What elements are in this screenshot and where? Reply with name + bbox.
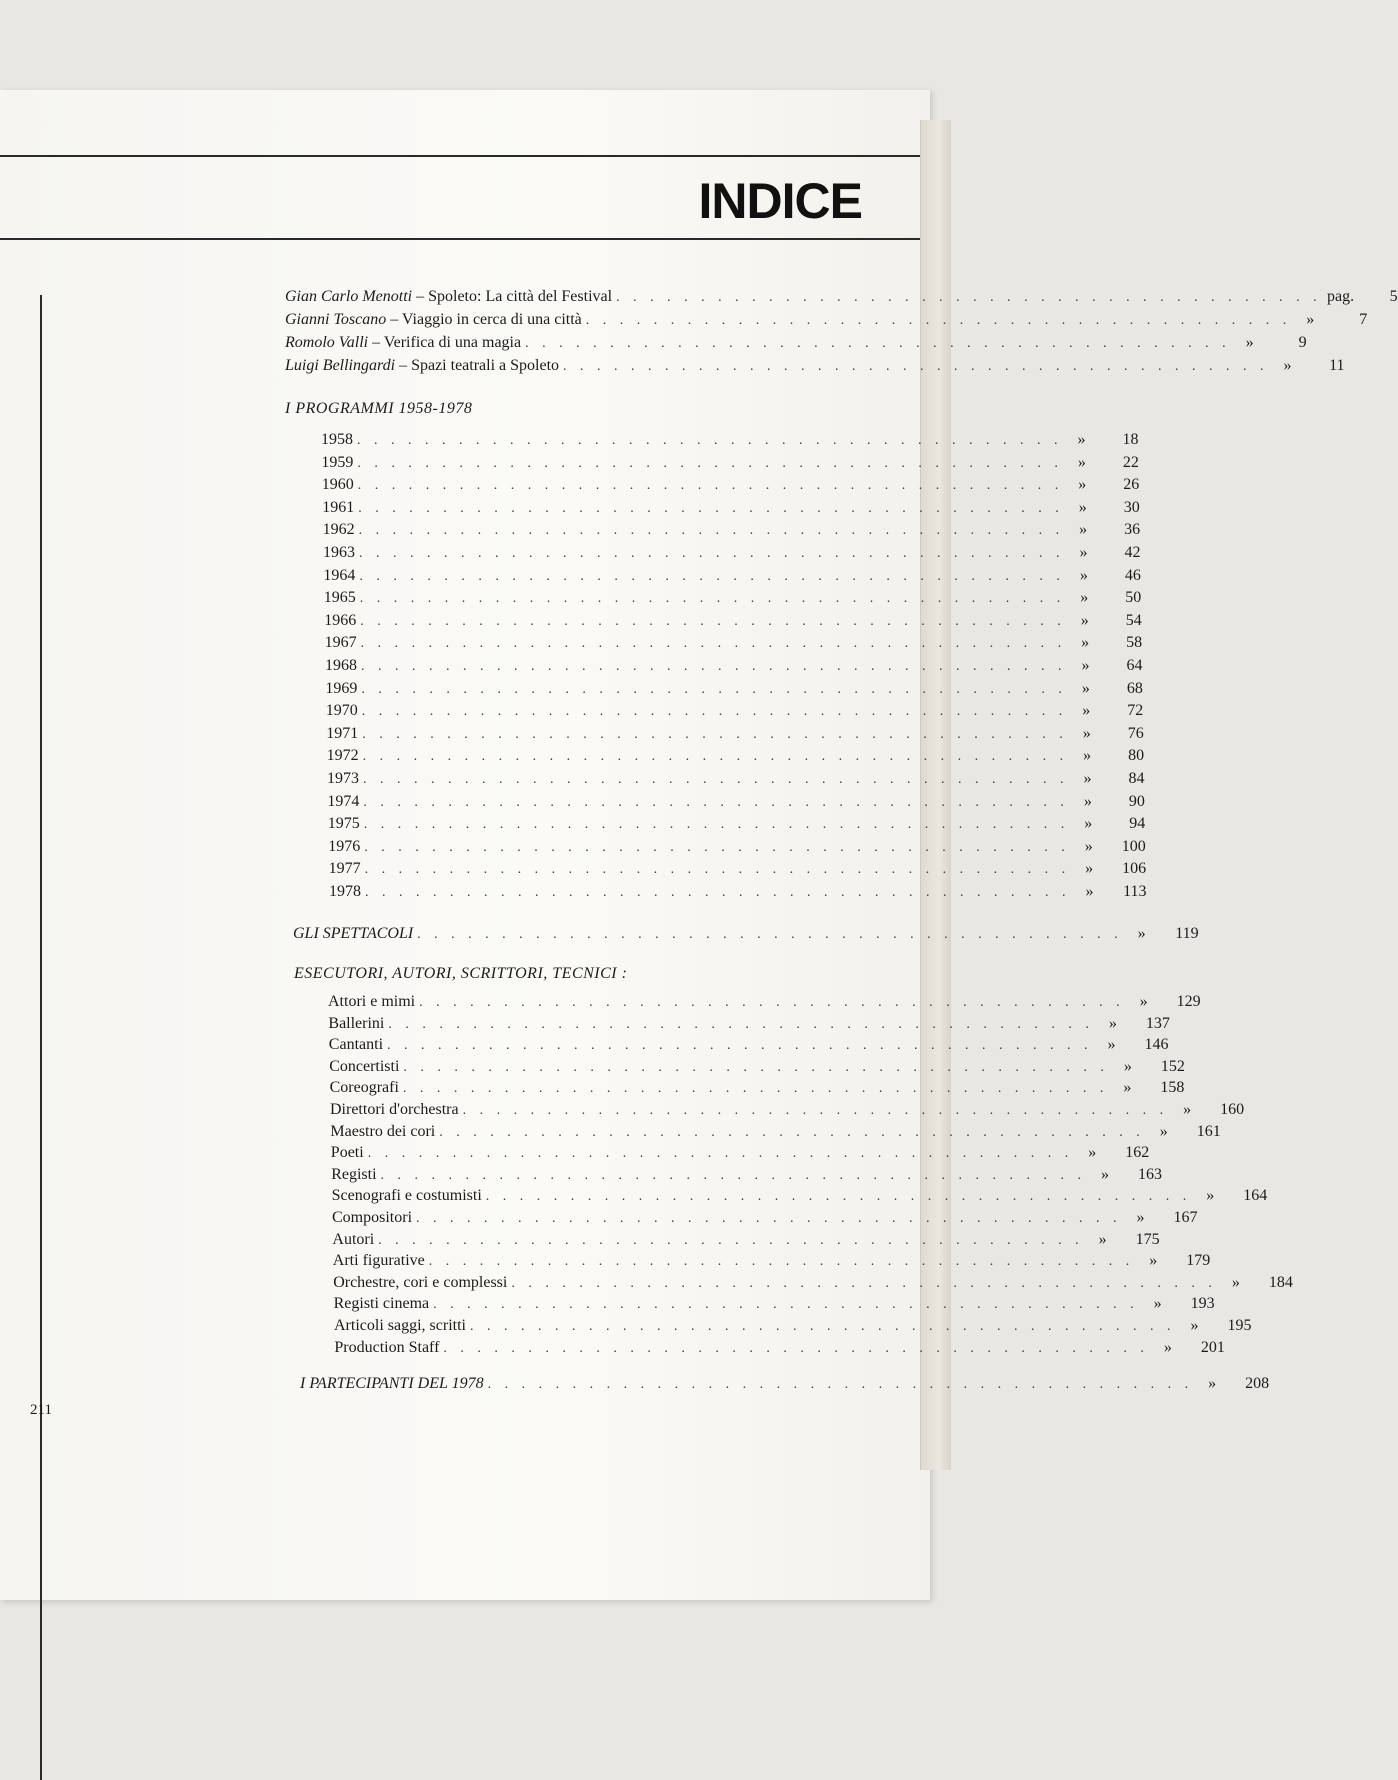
ditto-mark: » bbox=[1163, 1338, 1172, 1356]
category-row bbox=[332, 1252, 1211, 1270]
page-ref: 129 bbox=[1176, 993, 1201, 1010]
category-row bbox=[333, 1295, 1215, 1313]
category-row bbox=[328, 1036, 1169, 1054]
essay-name: Viaggio in cerca di una città bbox=[401, 311, 582, 328]
dot-leader: . . . . . . . . . . . . . . . . . . . . . . . . . . . . . . . . . . . . . . . . . . bbox=[487, 1377, 1194, 1392]
ditto-mark: » bbox=[1077, 453, 1086, 471]
year-row bbox=[327, 770, 1145, 788]
year-label: 1978 bbox=[329, 883, 361, 900]
category-row bbox=[331, 1165, 1163, 1184]
dot-leader: . . . . . . . . . . . . . . . . . . . . . . . . . . . . . . . . . . . . . . . . . . bbox=[361, 659, 1067, 674]
dot-leader: . . . . . . . . . . . . . . . . . . . . . . . . . . . . . . . . . . . . . . . . . . bbox=[403, 1059, 1109, 1075]
essay-author: Romolo Valli bbox=[285, 334, 369, 351]
category-row bbox=[330, 1122, 1221, 1141]
page-ref: 7 bbox=[1359, 311, 1368, 328]
category-label: Production Staff bbox=[334, 1338, 440, 1356]
year-label: 1962 bbox=[322, 521, 355, 539]
dot-leader: . . . . . . . . . . . . . . . . . . . . . . . . . . . . . . . . . . . . . . . . . . bbox=[362, 726, 1068, 742]
essay-row bbox=[285, 311, 1368, 329]
page-ref: 72 bbox=[1127, 702, 1144, 720]
page-ref: 179 bbox=[1186, 1252, 1211, 1270]
page-ref: 193 bbox=[1190, 1295, 1215, 1313]
category-label: Direttori d'orchestra bbox=[330, 1101, 459, 1118]
dot-leader: . . . . . . . . . . . . . . . . . . . . . . . . . . . . . . . . . . . . . . . . . . bbox=[361, 681, 1067, 697]
ditto-mark: » bbox=[1108, 1014, 1117, 1032]
essay-title bbox=[285, 357, 559, 375]
year-row bbox=[321, 476, 1140, 494]
dash-separator: – bbox=[395, 357, 412, 374]
year-row bbox=[323, 589, 1142, 607]
year-row bbox=[329, 883, 1147, 901]
year-label: 1968 bbox=[325, 657, 357, 674]
dot-leader: . . . . . . . . . . . . . . . . . . . . . . . . . . . . . . . . . . . . . . . . . . bbox=[364, 862, 1071, 878]
page-ref: 175 bbox=[1135, 1230, 1160, 1248]
dot-leader: . . . . . . . . . . . . . . . . . . . . . . . . . . . . . . . . . . . . . . . . . . bbox=[402, 1081, 1109, 1097]
partecipanti-row bbox=[300, 1375, 1270, 1393]
dot-leader: . . . . . . . . . . . . . . . . . . . . . . . . . . . . . . . . . . . . . . . . . . bbox=[417, 927, 1123, 942]
essay-author: Gianni Toscano bbox=[285, 311, 387, 328]
page-ref: 94 bbox=[1129, 815, 1146, 833]
page-ref: 158 bbox=[1160, 1079, 1185, 1097]
page-ref: 26 bbox=[1123, 476, 1140, 494]
page-ref: 22 bbox=[1122, 453, 1139, 471]
dot-leader: . . . . . . . . . . . . . . . . . . . . . . . . . . . . . . . . . . . . . . . . . . bbox=[462, 1103, 1169, 1118]
dot-leader: . . . . . . . . . . . . . . . . . . . . . . . . . . . . . . . . . . . . . . . . . . bbox=[443, 1340, 1149, 1356]
page-ref: 167 bbox=[1173, 1209, 1198, 1226]
section-label-partecipanti: I PARTECIPANTI DEL 1978 bbox=[300, 1375, 484, 1392]
page-ref: 100 bbox=[1121, 837, 1146, 855]
page-ref: 68 bbox=[1126, 679, 1143, 697]
ditto-mark: » bbox=[1082, 702, 1091, 720]
ditto-mark: » bbox=[1306, 311, 1315, 328]
dot-leader: . . . . . . . . . . . . . . . . . . . . . . . . . . . . . . . . . . . . . . . . . . bbox=[363, 794, 1069, 810]
ditto-mark: » bbox=[1231, 1273, 1240, 1291]
year-row bbox=[325, 657, 1143, 675]
category-label: Maestro dei cori bbox=[330, 1122, 436, 1140]
category-label: Ballerini bbox=[328, 1014, 385, 1032]
year-label: 1973 bbox=[327, 770, 359, 787]
page-ref: 9 bbox=[1298, 334, 1307, 351]
category-label: Compositori bbox=[332, 1209, 413, 1226]
ditto-mark: » bbox=[1206, 1187, 1215, 1205]
page-ref: 106 bbox=[1122, 860, 1147, 878]
year-label: 1961 bbox=[322, 498, 355, 516]
year-label: 1975 bbox=[327, 815, 360, 833]
year-label: 1959 bbox=[321, 453, 354, 471]
category-label: Orchestre, cori e complessi bbox=[333, 1273, 508, 1291]
page-ref: 160 bbox=[1220, 1101, 1245, 1118]
dot-leader: . . . . . . . . . . . . . . . . . . . . . . . . . . . . . . . . . . . . . . . . . . bbox=[367, 1146, 1074, 1162]
year-label: 1971 bbox=[326, 724, 359, 742]
category-label: Poeti bbox=[330, 1144, 364, 1162]
dash-separator: – bbox=[412, 288, 429, 305]
year-row bbox=[321, 431, 1139, 449]
dot-leader: . . . . . . . . . . . . . . . . . . . . . . . . . . . . . . . . . . . . . . . . . . bbox=[359, 546, 1065, 561]
year-label: 1965 bbox=[323, 589, 356, 607]
year-row bbox=[322, 498, 1140, 517]
page-ref: 119 bbox=[1175, 925, 1199, 942]
year-row bbox=[326, 747, 1145, 765]
category-label: Attori e mimi bbox=[328, 993, 416, 1010]
dot-leader: . . . . . . . . . . . . . . . . . . . . . . . . . . . . . . . . . . . . . . . . . . bbox=[358, 523, 1065, 539]
ditto-mark: » bbox=[1084, 837, 1093, 855]
category-row bbox=[334, 1338, 1225, 1357]
year-label: 1970 bbox=[325, 702, 358, 720]
dot-leader: . . . . . . . . . . . . . . . . . . . . . . . . . . . . . . . . . . . . . . . . . . bbox=[359, 568, 1065, 584]
essay-title bbox=[285, 311, 582, 329]
dot-leader: . . . . . . . . . . . . . . . . . . . . . . . . . . . . . . . . . . . . . . . . . . bbox=[416, 1211, 1122, 1226]
ditto-mark: » bbox=[1137, 925, 1146, 942]
ditto-mark: » bbox=[1159, 1122, 1168, 1140]
ditto-mark: » bbox=[1083, 792, 1092, 810]
dot-leader: . . . . . . . . . . . . . . . . . . . . . . . . . . . . . . . . . . . . . . . . . . bbox=[357, 478, 1064, 494]
pag-label: pag. bbox=[1327, 288, 1355, 305]
page-ref: 18 bbox=[1122, 431, 1139, 448]
ditto-mark: » bbox=[1123, 1057, 1132, 1075]
ditto-mark: » bbox=[1283, 357, 1292, 374]
ditto-mark: » bbox=[1208, 1375, 1217, 1392]
dot-leader: . . . . . . . . . . . . . . . . . . . . . . . . . . . . . . . . . . . . . . . . . . bbox=[428, 1254, 1135, 1270]
year-label: 1960 bbox=[321, 476, 354, 494]
top-rule bbox=[0, 155, 920, 157]
ditto-mark: » bbox=[1139, 993, 1148, 1010]
spettacoli-row bbox=[293, 925, 1199, 943]
page-ref: 146 bbox=[1144, 1036, 1169, 1054]
dot-leader: . . . . . . . . . . . . . . . . . . . . . . . . . . . . . . . . . . . . . . . . . . bbox=[388, 1016, 1094, 1032]
essay-author: Gian Carlo Menotti bbox=[285, 288, 413, 305]
year-row bbox=[322, 521, 1141, 539]
ditto-mark: » bbox=[1082, 724, 1091, 742]
page-ref: 58 bbox=[1126, 634, 1143, 652]
category-row bbox=[332, 1209, 1198, 1227]
essay-name: Spazi teatrali a Spoleto bbox=[411, 357, 560, 374]
dot-leader: . . . . . . . . . . . . . . . . . . . . . . . . . . . . . . . . . . . . . . . . . . bbox=[616, 290, 1322, 305]
page-ref: 42 bbox=[1124, 544, 1141, 561]
category-label: Registi cinema bbox=[333, 1295, 430, 1313]
ditto-mark: » bbox=[1080, 589, 1089, 607]
page-ref: 137 bbox=[1145, 1014, 1170, 1032]
essay-title bbox=[285, 288, 612, 306]
dot-leader: . . . . . . . . . . . . . . . . . . . . . . . . . . . . . . . . . . . . . . . . . . bbox=[357, 455, 1063, 471]
page-ref: 208 bbox=[1245, 1375, 1270, 1392]
dot-leader: . . . . . . . . . . . . . . . . . . . . . . . . . . . . . . . . . . . . . . . . . . bbox=[362, 749, 1069, 765]
ditto-mark: » bbox=[1081, 679, 1090, 697]
category-row bbox=[329, 1079, 1185, 1097]
year-row bbox=[325, 679, 1143, 698]
essay-author: Luigi Bellingardi bbox=[285, 357, 396, 374]
page-ref: 113 bbox=[1123, 883, 1147, 900]
year-label: 1958 bbox=[321, 431, 353, 448]
page-ref: 46 bbox=[1124, 566, 1141, 584]
dot-leader: . . . . . . . . . . . . . . . . . . . . . . . . . . . . . . . . . . . . . . . . . . bbox=[378, 1232, 1084, 1248]
category-label: Cantanti bbox=[328, 1036, 384, 1054]
ditto-mark: » bbox=[1190, 1317, 1199, 1334]
year-label: 1974 bbox=[327, 792, 360, 810]
page-ref: 161 bbox=[1196, 1122, 1221, 1140]
page-ref: 201 bbox=[1200, 1338, 1225, 1356]
year-row bbox=[327, 792, 1145, 811]
page-ref: 152 bbox=[1160, 1057, 1185, 1075]
essay-name: Verifica di una magia bbox=[383, 334, 522, 351]
essay-title bbox=[285, 334, 521, 352]
category-row bbox=[330, 1101, 1245, 1119]
page-ref: 36 bbox=[1124, 521, 1141, 539]
ditto-mark: » bbox=[1083, 747, 1092, 765]
category-row bbox=[334, 1317, 1252, 1335]
ditto-mark: » bbox=[1183, 1101, 1192, 1118]
section-heading-programmi: I PROGRAMMI 1958-1978 bbox=[285, 400, 473, 417]
dash-separator: – bbox=[368, 334, 384, 351]
year-label: 1969 bbox=[325, 679, 358, 697]
year-label: 1964 bbox=[323, 566, 356, 584]
year-label: 1967 bbox=[324, 634, 357, 652]
category-row bbox=[330, 1144, 1150, 1162]
category-row bbox=[331, 1187, 1268, 1205]
category-label: Autori bbox=[332, 1230, 375, 1248]
category-label: Coreografi bbox=[329, 1079, 399, 1097]
ditto-mark: » bbox=[1098, 1230, 1107, 1248]
dot-leader: . . . . . . . . . . . . . . . . . . . . . . . . . . . . . . . . . . . . . . . . . . bbox=[364, 839, 1070, 855]
year-label: 1963 bbox=[323, 544, 355, 561]
ditto-mark: » bbox=[1107, 1036, 1116, 1054]
dot-leader: . . . . . . . . . . . . . . . . . . . . . . . . . . . . . . . . . . . . . . . . . . bbox=[585, 313, 1292, 328]
page-ref: 80 bbox=[1128, 747, 1145, 765]
page-title: INDICE bbox=[698, 173, 862, 229]
category-row bbox=[329, 1057, 1185, 1076]
dot-leader: . . . . . . . . . . . . . . . . . . . . . . . . . . . . . . . . . . . . . . . . . . bbox=[419, 995, 1125, 1010]
ditto-mark: » bbox=[1079, 521, 1088, 539]
year-row bbox=[325, 702, 1144, 720]
dot-leader: . . . . . . . . . . . . . . . . . . . . . . . . . . . . . . . . . . . . . . . . . . bbox=[360, 636, 1067, 652]
dot-leader: . . . . . . . . . . . . . . . . . . . . . . . . . . . . . . . . . . . . . . . . . . bbox=[358, 500, 1064, 516]
year-row bbox=[324, 611, 1142, 630]
dot-leader: . . . . . . . . . . . . . . . . . . . . . . . . . . . . . . . . . . . . . . . . . . bbox=[387, 1038, 1093, 1054]
category-row bbox=[328, 1014, 1170, 1033]
category-row bbox=[332, 1230, 1160, 1249]
page-ref: 195 bbox=[1227, 1317, 1252, 1334]
margin-rule bbox=[40, 295, 42, 1780]
ditto-mark: » bbox=[1077, 431, 1086, 448]
dot-leader: . . . . . . . . . . . . . . . . . . . . . . . . . . . . . . . . . . . . . . . . . . bbox=[485, 1189, 1192, 1205]
ditto-mark: » bbox=[1078, 498, 1087, 516]
year-row bbox=[328, 860, 1147, 878]
page-ref: 30 bbox=[1123, 498, 1140, 516]
ditto-mark: » bbox=[1149, 1252, 1158, 1270]
page-ref: 184 bbox=[1268, 1273, 1293, 1291]
ditto-mark: » bbox=[1079, 544, 1088, 561]
page-ref: 162 bbox=[1125, 1144, 1150, 1162]
year-row bbox=[321, 453, 1139, 472]
year-row bbox=[328, 837, 1146, 856]
page-number: 211 bbox=[30, 1402, 52, 1418]
dot-leader: . . . . . . . . . . . . . . . . . . . . . . . . . . . . . . . . . . . . . . . . . . bbox=[360, 613, 1066, 629]
page-ref: 50 bbox=[1125, 589, 1142, 607]
essay-row bbox=[285, 357, 1345, 375]
year-row bbox=[323, 566, 1141, 585]
dot-leader: . . . . . . . . . . . . . . . . . . . . . . . . . . . . . . . . . . . . . . . . . . bbox=[525, 336, 1231, 351]
ditto-mark: » bbox=[1101, 1165, 1110, 1183]
year-label: 1966 bbox=[324, 611, 357, 629]
ditto-mark: » bbox=[1123, 1079, 1132, 1097]
dot-leader: . . . . . . . . . . . . . . . . . . . . . . . . . . . . . . . . . . . . . . . . . . bbox=[433, 1297, 1139, 1313]
ditto-mark: » bbox=[1081, 657, 1090, 674]
page-ref: 64 bbox=[1126, 657, 1143, 674]
year-row bbox=[323, 544, 1141, 562]
category-row bbox=[333, 1273, 1293, 1292]
ditto-mark: » bbox=[1088, 1144, 1097, 1162]
dot-leader: . . . . . . . . . . . . . . . . . . . . . . . . . . . . . . . . . . . . . . . . . . bbox=[357, 433, 1063, 448]
ditto-mark: » bbox=[1080, 611, 1089, 629]
dot-leader: . . . . . . . . . . . . . . . . . . . . . . . . . . . . . . . . . . . . . . . . . . bbox=[511, 1275, 1217, 1291]
page-ref: 11 bbox=[1329, 357, 1345, 374]
dot-leader: . . . . . . . . . . . . . . . . . . . . . . . . . . . . . . . . . . . . . . . . . . bbox=[365, 885, 1071, 900]
dot-leader: . . . . . . . . . . . . . . . . . . . . . . . . . . . . . . . . . . . . . . . . . . bbox=[563, 359, 1269, 374]
essay-name: Spoleto: La città del Festival bbox=[428, 288, 613, 305]
ditto-mark: » bbox=[1136, 1209, 1145, 1226]
essay-row bbox=[285, 334, 1307, 352]
dot-leader: . . . . . . . . . . . . . . . . . . . . . . . . . . . . . . . . . . . . . . . . . . bbox=[363, 772, 1069, 787]
page-ref: 76 bbox=[1127, 724, 1144, 742]
page-ref: 5 bbox=[1389, 288, 1398, 305]
category-label: Concertisti bbox=[329, 1057, 400, 1075]
year-label: 1976 bbox=[328, 837, 361, 855]
dot-leader: . . . . . . . . . . . . . . . . . . . . . . . . . . . . . . . . . . . . . . . . . . bbox=[380, 1167, 1087, 1183]
year-label: 1972 bbox=[326, 747, 359, 765]
category-label: Articoli saggi, scritti bbox=[334, 1317, 466, 1334]
essay-row bbox=[285, 288, 1398, 306]
page-ref: 164 bbox=[1243, 1187, 1268, 1205]
year-label: 1977 bbox=[328, 860, 361, 878]
ditto-mark: » bbox=[1085, 883, 1094, 900]
page-ref: 90 bbox=[1128, 792, 1145, 810]
ditto-mark: » bbox=[1079, 566, 1088, 584]
page-ref: 84 bbox=[1128, 770, 1145, 787]
dash-separator: – bbox=[386, 311, 402, 328]
year-row bbox=[324, 634, 1143, 652]
category-label: Registi bbox=[331, 1165, 377, 1183]
ditto-mark: » bbox=[1085, 860, 1094, 878]
ditto-mark: » bbox=[1083, 770, 1092, 787]
category-row bbox=[328, 993, 1201, 1011]
section-label-spettacoli: GLI SPETTACOLI bbox=[293, 925, 414, 942]
ditto-mark: » bbox=[1078, 476, 1087, 494]
dot-leader: . . . . . . . . . . . . . . . . . . . . . . . . . . . . . . . . . . . . . . . . . . bbox=[469, 1319, 1176, 1334]
dot-leader: . . . . . . . . . . . . . . . . . . . . . . . . . . . . . . . . . . . . . . . . . . bbox=[363, 817, 1070, 833]
section-heading-esecutori: ESECUTORI, AUTORI, SCRITTORI, TECNICI : bbox=[294, 965, 628, 982]
year-row bbox=[326, 724, 1144, 743]
dot-leader: . . . . . . . . . . . . . . . . . . . . . . . . . . . . . . . . . . . . . . . . . . bbox=[359, 591, 1066, 607]
ditto-mark: » bbox=[1153, 1295, 1162, 1313]
category-label: Scenografi e costumisti bbox=[331, 1187, 482, 1205]
ditto-mark: » bbox=[1081, 634, 1090, 652]
ditto-mark: » bbox=[1084, 815, 1093, 833]
year-row bbox=[327, 815, 1146, 833]
dot-leader: . . . . . . . . . . . . . . . . . . . . . . . . . . . . . . . . . . . . . . . . . . bbox=[439, 1124, 1145, 1140]
dot-leader: . . . . . . . . . . . . . . . . . . . . . . . . . . . . . . . . . . . . . . . . . . bbox=[361, 704, 1068, 720]
title-underline bbox=[0, 238, 920, 240]
page-ref: 54 bbox=[1125, 611, 1142, 629]
ditto-mark: » bbox=[1245, 334, 1254, 351]
page-ref: 163 bbox=[1138, 1165, 1163, 1183]
category-label: Arti figurative bbox=[332, 1252, 425, 1270]
